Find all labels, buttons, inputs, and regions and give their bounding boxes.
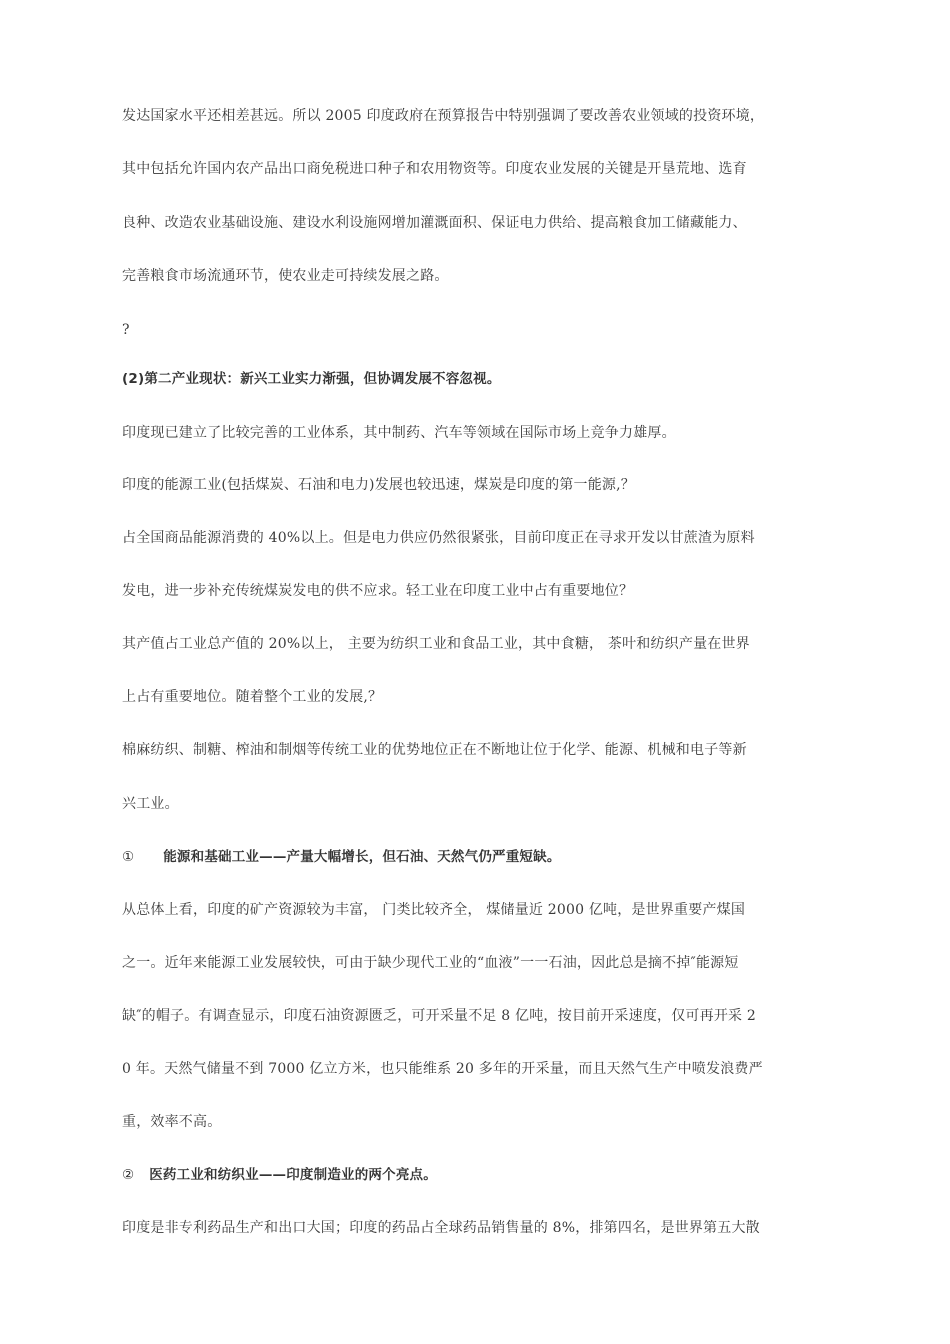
placeholder-question-mark: ? bbox=[122, 322, 130, 338]
text-line: 其中包括允许国内农产品出口商免税进口种子和农用物资等。印度农业发展的关键是开垦荒地、选育 bbox=[122, 161, 747, 177]
list-marker: ② bbox=[122, 1167, 135, 1183]
subsection-heading-text: 医药工业和纺织业——印度制造业的两个亮点。 bbox=[149, 1167, 437, 1183]
subsection-heading-text: 能源和基础工业——产量大幅增长，但石油、天然气仍严重短缺。 bbox=[163, 849, 561, 865]
list-marker: ① bbox=[122, 849, 135, 865]
text-line: 发达国家水平还相差甚远。所以 2005 印度政府在预算报告中特别强调了要改善农业领域的投资环境， bbox=[122, 108, 765, 124]
text-line: 发电，进一步补充传统煤炭发电的供不应求。轻工业在印度工业中占有重要地位？ bbox=[122, 583, 634, 599]
text-line: 从总体上看，印度的矿产资源较为丰富， 门类比较齐全， 煤储量近 2000 亿吨，是世界重要产煤国 bbox=[122, 902, 746, 918]
text-line: 其产值占工业总产值的 20%以上， 主要为纺织工业和食品工业，其中食糖， 茶叶和纺织产量在世界 bbox=[122, 636, 750, 652]
text-line: 完善粮食市场流通环节，使农业走可持续发展之路。 bbox=[122, 268, 449, 284]
text-line: 缺″的帽子。有调查显示，印度石油资源匮乏，可开采量不足 8 亿吨，按目前开采速度，仅可再开采 2 bbox=[122, 1008, 756, 1024]
text-line: 上占有重要地位。随着整个工业的发展,？ bbox=[122, 689, 383, 705]
text-line: 良种、改造农业基础设施、建设水利设施网增加灌溉面积、保证电力供给、提高粮食加工储藏能力、 bbox=[122, 215, 747, 231]
text-line: 之一。近年来能源工业发展较快，可由于缺少现代工业的“血液”一一石油，因此总是摘不掉″能源短 bbox=[122, 955, 739, 971]
text-line: 棉麻纺织、制糖、榨油和制烟等传统工业的优势地位正在不断地让位于化学、能源、机械和电子等新 bbox=[122, 742, 747, 758]
subsection-heading-energy bbox=[122, 847, 832, 867]
subsection-heading-pharma bbox=[122, 1165, 832, 1185]
text-line: 重，效率不高。 bbox=[122, 1114, 222, 1130]
text-line: 印度的能源工业(包括煤炭、石油和电力)发展也较迅速，煤炭是印度的第一能源,？ bbox=[122, 477, 635, 493]
text-line: 印度是非专利药品生产和出口大国；印度的药品占全球药品销售量的 8%，排第四名，是世界第五大散 bbox=[122, 1220, 760, 1236]
text-line: 兴工业。 bbox=[122, 796, 179, 812]
text-line: 印度现已建立了比较完善的工业体系，其中制药、汽车等领域在国际市场上竞争力雄厚。 bbox=[122, 425, 676, 441]
text-line: 占全国商品能源消费的 40%以上。但是电力供应仍然很紧张，目前印度正在寻求开发以甘蔗渣为原料 bbox=[122, 530, 755, 546]
text-line: 0 年。天然气储量不到 7000 亿立方米，也只能维系 20 多年的开采量，而且天然气生产中喷发浪费严 bbox=[122, 1061, 763, 1077]
section-heading: (2)第二产业现状：新兴工业实力渐强，但协调发展不容忽视。 bbox=[122, 371, 501, 387]
